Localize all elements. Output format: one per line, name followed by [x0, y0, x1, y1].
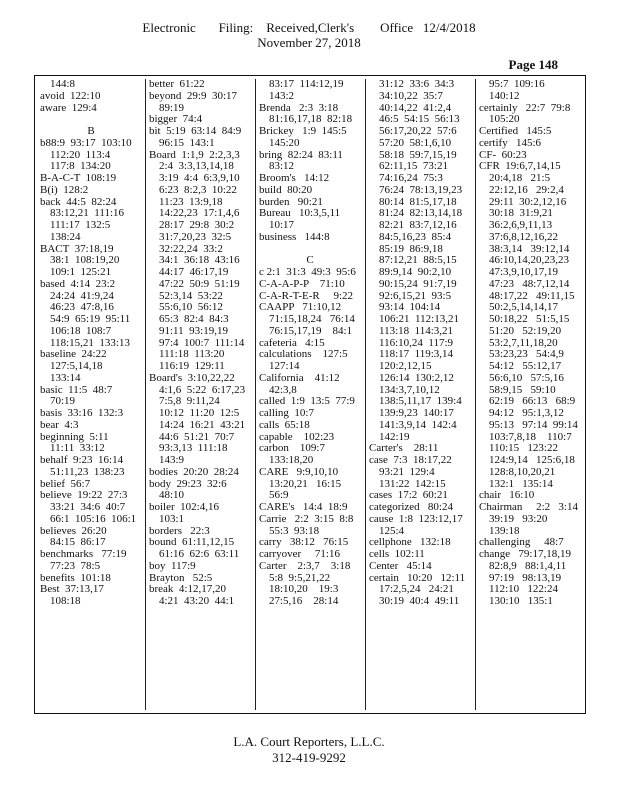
letter-heading: B — [87, 125, 95, 137]
index-continuation: 10:17 — [269, 219, 295, 231]
index-continuation: 109:1 125:21 — [50, 266, 112, 278]
index-continuation: 111:17 132:5 — [50, 219, 111, 231]
index-entry: cells 102:11 — [369, 548, 425, 560]
index-continuation: 55:6,10 56:12 — [159, 301, 223, 314]
filing-date: November 27, 2018 — [257, 35, 361, 50]
index-continuation: 93:3,13 111:18 — [159, 442, 228, 455]
index-entry: certain 10:20 12:11 — [369, 571, 466, 584]
index-entry: benchmarks 77:19 — [40, 548, 127, 560]
index-entry: calculations 127:5 — [259, 348, 348, 361]
index-continuation: 85:19 86:9,18 — [379, 242, 443, 255]
index-continuation: 112:20 113:4 — [50, 148, 111, 161]
index-entry: baseline 24:22 — [40, 348, 107, 361]
index-entry: Broom's 14:12 — [259, 172, 330, 184]
index-continuation: 48:10 — [159, 489, 185, 502]
index-entry: believes 26:20 — [40, 524, 107, 537]
column-divider — [145, 79, 146, 710]
index-continuation: 116:10,24 117:9 — [379, 336, 454, 349]
index-continuation: 17:2,5,24 24:21 — [379, 583, 454, 596]
index-entry: Brayton 52:5 — [149, 571, 213, 584]
index-continuation: 30:18 31:9,21 — [489, 207, 553, 220]
index-continuation: 138:24 — [50, 230, 81, 243]
index-column-3 — [259, 79, 361, 710]
index-continuation: 56:9 — [269, 489, 289, 502]
index-continuation: 51:11,23 138:23 — [50, 465, 125, 478]
index-continuation: 141:3,9,14 142:4 — [379, 418, 457, 431]
index-entry: back 44:5 82:24 — [40, 195, 117, 208]
index-continuation: 133:18,20 — [269, 454, 314, 466]
index-entry: capable 102:23 — [259, 430, 335, 443]
index-continuation: 110:15 123:22 — [489, 442, 558, 455]
index-continuation: 61:16 62:6 63:11 — [159, 548, 240, 560]
letter-heading: C — [306, 254, 314, 267]
index-continuation: 89:9,14 90:2,10 — [379, 266, 452, 278]
index-continuation: 83:17 114:12,19 — [269, 79, 344, 90]
index-continuation: 80:14 81:5,17,18 — [379, 195, 457, 208]
index-continuation: 48:17,22 49:11,15 — [489, 289, 575, 302]
index-continuation: 111:18 113:20 — [159, 348, 225, 361]
index-continuation: 14:24 16:21 43:21 — [159, 418, 246, 431]
index-entry: Brickey 1:9 145:5 — [259, 125, 347, 137]
index-continuation: 38:1 108:19,20 — [50, 254, 120, 267]
index-continuation: 128:8,10,20,21 — [489, 465, 556, 478]
index-entry: based 4:14 23:2 — [40, 277, 116, 290]
index-entry: c 2:1 31:3 49:3 95:6 — [259, 266, 356, 278]
index-continuation: 131:22 142:15 — [379, 477, 446, 490]
index-continuation: 13:20,21 16:15 — [269, 477, 342, 490]
index-continuation: 38:3,14 39:12,14 — [489, 242, 570, 255]
index-entry: California 41:12 — [259, 371, 340, 384]
index-continuation: 40:14,22 41:2,4 — [379, 101, 452, 114]
index-entry: calling 10:7 — [259, 407, 314, 419]
index-entry: CARE's 14:4 18:9 — [259, 501, 348, 513]
index-continuation: 33:21 34:6 40:7 — [50, 501, 126, 513]
index-continuation: 5:8 9:5,21,22 — [269, 571, 331, 584]
index-entry: burden 90:21 — [259, 195, 323, 208]
index-continuation: 37:6,8,12,16,22 — [489, 230, 559, 243]
index-continuation: 34:1 36:18 43:16 — [159, 254, 240, 267]
index-continuation: 54:12 55:12,17 — [489, 360, 562, 372]
index-continuation: 22:12,16 29:2,4 — [489, 183, 564, 196]
index-continuation: 81:24 82:13,14,18 — [379, 207, 463, 220]
index-continuation: 76:15,17,19 84:1 — [269, 324, 353, 337]
index-continuation: 53:23,23 54:4,9 — [489, 348, 564, 361]
index-continuation: 133:14 — [50, 371, 81, 384]
index-entry: change 79:17,18,19 — [479, 548, 571, 560]
index-continuation: 93:14 104:14 — [379, 301, 441, 314]
index-continuation: 92:6,15,21 93:5 — [379, 289, 452, 302]
index-continuation: 51:20 52:19,20 — [489, 324, 562, 337]
index-continuation: 91:11 93:19,19 — [159, 324, 228, 337]
index-continuation: 46:5 54:15 56:13 — [379, 113, 460, 126]
index-continuation: 143:9 — [159, 454, 185, 466]
index-entry: carryover 71:16 — [259, 548, 340, 560]
index-continuation: 39:19 93:20 — [489, 512, 548, 525]
index-entry: Center 45:14 — [369, 559, 432, 572]
index-continuation: 105:20 — [489, 113, 520, 126]
index-continuation: 70:19 — [50, 395, 76, 408]
index-continuation: 106:21 112:13,21 — [379, 313, 459, 325]
index-column-1 — [40, 79, 142, 710]
index-continuation: 84:5,16,23 85:4 — [379, 230, 452, 243]
index-continuation: 62:19 66:13 68:9 — [489, 395, 576, 408]
index-continuation: 95:13 97:14 99:14 — [489, 418, 578, 431]
index-continuation: 58:9,15 59:10 — [489, 383, 556, 396]
index-entry: Chairman 2:2 3:14 — [479, 501, 578, 513]
index-continuation: 7:5,8 9:11,24 — [159, 395, 220, 408]
index-column-4 — [369, 79, 471, 710]
index-entry: calls 65:18 — [259, 418, 310, 431]
index-entry: belief 56:7 — [40, 477, 91, 490]
index-continuation: 46:10,14,20,23,23 — [489, 254, 570, 267]
index-entry: bound 61:11,12,15 — [149, 536, 235, 549]
index-continuation: 76:24 78:13,19,23 — [379, 183, 463, 196]
index-continuation: 112:10 122:24 — [489, 583, 558, 596]
index-continuation: 2:4 3:3,13,14,18 — [159, 160, 234, 173]
index-continuation: 30:19 40:4 49:11 — [379, 595, 460, 607]
index-entry: build 80:20 — [259, 183, 313, 196]
index-entry: better 61:22 — [149, 79, 205, 90]
index-continuation: 93:21 129:4 — [379, 465, 435, 478]
index-continuation: 116:19 129:11 — [159, 360, 225, 372]
index-entry: bigger 74:4 — [149, 113, 203, 126]
index-continuation: 81:16,17,18 82:18 — [269, 113, 353, 126]
index-entry: business 144:8 — [259, 230, 330, 243]
index-entry: B(i) 128:2 — [40, 183, 89, 196]
index-continuation: 77:23 78:5 — [50, 559, 101, 572]
index-continuation: 56:6,10 57:5,16 — [489, 371, 564, 384]
index-entry: C-A-R-T-E-R 9:22 — [259, 289, 354, 302]
index-continuation: 52:3,14 53:22 — [159, 289, 223, 302]
index-continuation: 126:14 130:2,12 — [379, 371, 454, 384]
index-continuation: 24:24 41:9,24 — [50, 289, 114, 302]
index-entry: Brenda 2:3 3:18 — [259, 101, 339, 114]
index-continuation: 66:1 105:16 106:1 — [50, 512, 137, 525]
page-number: Page 148 — [508, 57, 558, 72]
index-entry: bring 82:24 83:11 — [259, 148, 343, 161]
index-continuation: 34:10,22 35:7 — [379, 89, 443, 102]
index-entry: beginning 5:11 — [40, 430, 109, 443]
index-column-5 — [479, 79, 581, 710]
index-entry: avoid 122:10 — [40, 89, 101, 102]
index-continuation: 3:19 4:4 6:3,9,10 — [159, 172, 240, 184]
index-continuation: 29:11 30:2,12,16 — [489, 195, 567, 208]
index-continuation: 106:18 108:7 — [50, 324, 112, 337]
index-continuation: 56:17,20,22 57:6 — [379, 125, 457, 137]
index-continuation: 4:21 43:20 44:1 — [159, 595, 235, 607]
index-entry: beyond 29:9 30:17 — [149, 89, 237, 102]
index-entry: Board's 3:10,22,22 — [149, 371, 235, 384]
index-continuation: 11:23 13:9,18 — [159, 195, 223, 208]
index-entry: case 7:3 18:17,22 — [369, 454, 452, 466]
index-continuation: 95:7 109:16 — [489, 79, 545, 90]
index-continuation: 18:10,20 19:3 — [269, 583, 339, 596]
index-continuation: 50:2,5,14,14,17 — [489, 301, 559, 314]
index-entry: chair 16:10 — [479, 489, 535, 502]
index-entry: challenging 48:7 — [479, 536, 564, 549]
index-entry: categorized 80:24 — [369, 501, 453, 513]
index-continuation: 31:12 33:6 34:3 — [379, 79, 455, 90]
index-continuation: 140:12 — [489, 89, 520, 102]
index-entry: cafeteria 4:15 — [259, 336, 325, 349]
index-continuation: 127:5,14,18 — [50, 360, 103, 372]
index-continuation: 97:19 98:13,19 — [489, 571, 562, 584]
index-continuation: 42:3,8 — [269, 383, 297, 396]
index-entry: CFR 19:6,7,14,15 — [479, 160, 561, 173]
index-continuation: 6:23 8:2,3 10:22 — [159, 183, 237, 196]
index-continuation: 82:8,9 88:1,4,11 — [489, 559, 567, 572]
index-continuation: 71:15,18,24 76:14 — [269, 313, 355, 325]
index-entry: bit 5:19 63:14 84:9 — [149, 125, 242, 137]
index-continuation: 57:20 58:1,6,10 — [379, 136, 452, 149]
column-divider — [475, 79, 476, 710]
index-continuation: 90:15,24 91:7,19 — [379, 277, 457, 290]
index-continuation: 138:5,11,17 139:4 — [379, 395, 462, 408]
index-continuation: 36:2,6,9,11,13 — [489, 219, 553, 231]
index-entry: break 4:12,17,20 — [149, 583, 226, 596]
index-continuation: 47:23 48:7,12,14 — [489, 277, 570, 290]
index-continuation: 144:8 — [50, 79, 76, 90]
index-entry: CF- 60:23 — [479, 148, 527, 161]
index-entry: CAAPP 71:10,12 — [259, 301, 342, 314]
index-continuation: 125:4 — [379, 524, 405, 537]
index-entry: aware 129:4 — [40, 101, 97, 114]
index-continuation: 53:2,7,11,18,20 — [489, 336, 558, 349]
index-continuation: 11:11 33:12 — [50, 442, 105, 455]
index-continuation: 87:12,21 88:5,15 — [379, 254, 457, 267]
index-entry: believe 19:22 27:3 — [40, 489, 128, 502]
index-entry: CARE 9:9,10,10 — [259, 465, 339, 478]
index-continuation: 117:8 134:20 — [50, 160, 111, 173]
index-continuation: 28:17 29:8 30:2 — [159, 219, 235, 231]
index-entry: body 29:23 32:6 — [149, 477, 227, 490]
index-continuation: 118:17 119:3,14 — [379, 348, 454, 361]
index-entry: boiler 102:4,16 — [149, 501, 219, 513]
index-continuation: 145:20 — [269, 136, 300, 149]
index-continuation: 142:19 — [379, 430, 410, 443]
index-continuation: 103:1 — [159, 512, 185, 525]
index-frame — [34, 75, 586, 714]
index-continuation: 84:15 86:17 — [50, 536, 106, 549]
index-continuation: 58:18 59:7,15,19 — [379, 148, 457, 161]
index-continuation: 14:22,23 17:1,4,6 — [159, 207, 240, 220]
index-entry: BACT 37:18,19 — [40, 242, 114, 255]
index-entry: cases 17:2 60:21 — [369, 489, 448, 502]
index-continuation: 113:18 114:3,21 — [379, 324, 454, 337]
index-continuation: 127:14 — [269, 360, 300, 372]
index-continuation: 4:1,6 5:22 6:17,23 — [159, 383, 246, 396]
index-entry: behalf 9:23 16:14 — [40, 454, 124, 466]
index-entry: Board 1:1,9 2:2,3,3 — [149, 148, 240, 161]
index-continuation: 83:12,21 111:16 — [50, 207, 125, 220]
index-entry: carbon 109:7 — [259, 442, 325, 455]
index-entry: boy 117:9 — [149, 559, 196, 572]
index-continuation: 103:7,8,18 110:7 — [489, 430, 572, 443]
index-continuation: 97:4 100:7 111:14 — [159, 336, 245, 349]
index-continuation: 96:15 143:1 — [159, 136, 215, 149]
index-entry: benefits 101:18 — [40, 571, 111, 584]
index-entry: Certified 145:5 — [479, 125, 552, 137]
index-continuation: 89:19 — [159, 101, 185, 114]
index-entry: cellphone 132:18 — [369, 536, 451, 549]
index-continuation: 82:21 83:7,12,16 — [379, 219, 457, 231]
index-entry: called 1:9 13:5 77:9 — [259, 395, 355, 408]
index-continuation: 94:12 95:1,3,12 — [489, 407, 564, 419]
index-entry: Carrie 2:2 3:15 8:8 — [259, 512, 354, 525]
index-continuation: 139:9,23 140:17 — [379, 407, 454, 419]
reporter-phone: 312-419-9292 — [272, 750, 346, 765]
index-entry: Best 37:13,17 — [40, 583, 104, 596]
index-continuation: 130:10 135:1 — [489, 595, 553, 607]
column-divider — [255, 79, 256, 710]
index-continuation: 50:18,22 51:5,15 — [489, 313, 570, 325]
index-entry: C-A-A-P-P 71:10 — [259, 277, 345, 290]
index-column-2 — [149, 79, 251, 710]
index-entry: Bureau 10:3,5,11 — [259, 207, 341, 220]
reporter-name: L.A. Court Reporters, L.L.C. — [233, 734, 385, 749]
index-continuation: 132:1 135:14 — [489, 477, 553, 490]
index-entry: cause 1:8 123:12,17 — [369, 512, 463, 525]
index-continuation: 32:22,24 33:2 — [159, 242, 223, 255]
index-continuation: 27:5,16 28:14 — [269, 595, 339, 607]
index-continuation: 134:3,7,10,12 — [379, 383, 440, 396]
index-continuation: 54:9 65:19 95:11 — [50, 313, 131, 325]
index-continuation: 62:11,15 73:21 — [379, 160, 448, 173]
index-entry: bear 4:3 — [40, 418, 79, 431]
index-continuation: 83:12 — [269, 160, 295, 173]
index-entry: carry 38:12 76:15 — [259, 536, 349, 549]
column-divider — [365, 79, 366, 710]
index-entry: borders 22:3 — [149, 524, 210, 537]
index-continuation: 65:3 82:4 84:3 — [159, 313, 229, 325]
index-entry: basic 11:5 48:7 — [40, 383, 113, 396]
index-entry: basis 33:16 132:3 — [40, 407, 124, 419]
index-continuation: 46:23 47:8,16 — [50, 301, 114, 314]
index-entry: b88:9 93:17 103:10 — [40, 136, 132, 149]
index-entry: B-A-C-T 108:19 — [40, 172, 117, 184]
index-entry: certify 145:6 — [479, 136, 542, 149]
index-continuation: 10:12 11:20 12:5 — [159, 407, 240, 419]
index-continuation: 74:16,24 75:3 — [379, 172, 443, 184]
index-continuation: 118:15,21 133:13 — [50, 336, 130, 349]
index-continuation: 143:2 — [269, 89, 295, 102]
index-continuation: 124:9,14 125:6,18 — [489, 454, 575, 466]
index-entry: Carter 2:3,7 3:18 — [259, 559, 351, 572]
index-continuation: 44:17 46:17,19 — [159, 266, 229, 278]
index-continuation: 31:7,20,23 32:5 — [159, 230, 232, 243]
index-entry: Carter's 28:11 — [369, 442, 439, 455]
index-continuation: 120:2,12,15 — [379, 360, 432, 372]
index-continuation: 108:18 — [50, 595, 81, 607]
index-continuation: 139:18 — [489, 524, 520, 537]
index-entry: certainly 22:7 79:8 — [479, 101, 571, 114]
index-continuation: 47:22 50:9 51:19 — [159, 277, 240, 290]
index-entry: bodies 20:20 28:24 — [149, 465, 239, 478]
index-continuation: 44:6 51:21 70:7 — [159, 430, 235, 443]
filing-stamp: Electronic Filing: Received,Clerk's Office 12/4/2018 — [142, 20, 476, 35]
index-continuation: 55:3 93:18 — [269, 524, 320, 537]
index-continuation: 20:4,18 21:5 — [489, 172, 551, 184]
index-continuation: 47:3,9,10,17,19 — [489, 266, 559, 278]
